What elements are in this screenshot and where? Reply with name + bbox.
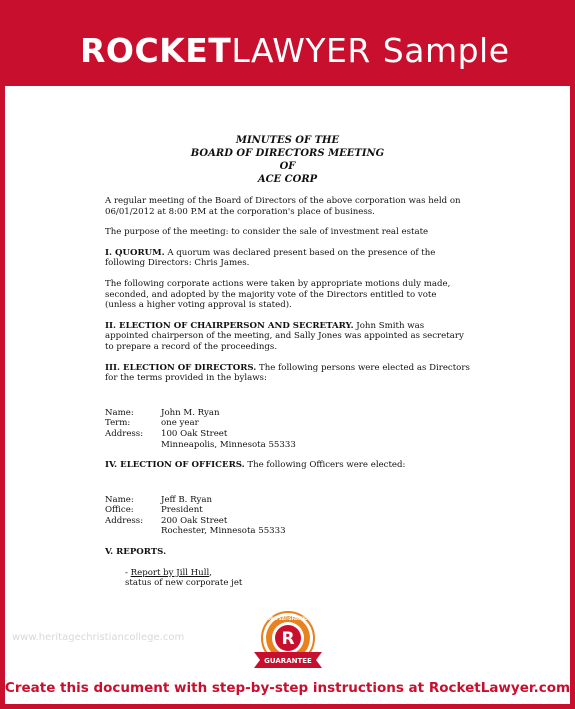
director-record (105, 408, 470, 450)
record-value: one year (161, 418, 199, 429)
quorum-section (105, 248, 470, 269)
record-value: John M. Ryan (161, 407, 220, 418)
reports-item (125, 568, 470, 589)
reports-comma: , (209, 567, 212, 578)
record-value: 200 Oak Street (161, 515, 228, 526)
record-label: Office: (105, 505, 134, 516)
record-label: Name: (105, 407, 134, 418)
quorum-heading: I. QUORUM. (105, 247, 165, 258)
brand-sample-label: Sample (382, 31, 510, 70)
title-line-3: OF (279, 161, 296, 172)
record-value: Minneapolis, Minnesota 55333 (161, 439, 296, 450)
chair-text: John Smith was appointed chairperson of the meeting, and Sally Jones was appointed as secretary to prepare a record of the proceedings. (105, 320, 464, 352)
directors-heading: III. ELECTION OF DIRECTORS. (105, 362, 257, 373)
reports-heading: V. REPORTS. (105, 547, 167, 558)
title-line-1: MINUTES OF THE (235, 135, 340, 146)
record-label: Name: (105, 494, 134, 505)
watermark-text: www.heritagechristiancollege.com (12, 632, 185, 643)
actions-paragraph: The following corporate actions were taken by appropriate motions duly made, seconded, and adopted by the majority vote of the Directors entitled to vote (unless a higher voting approval is stated). (105, 278, 451, 311)
reports-dash: - (125, 567, 131, 578)
record-value: 100 Oak Street (161, 428, 228, 439)
header-banner (0, 0, 575, 86)
quorum-text: A quorum was declared present based on the presence of the following Directors: Chris James. (105, 247, 436, 269)
chair-section (105, 321, 470, 353)
record-value: Jeff B. Ryan (161, 494, 212, 505)
officer-record (105, 495, 470, 537)
intro-paragraph: A regular meeting of the Board of Directors of the above corporation was held on 06/01/2012 at 8:00 P.M at the corporation's place of business. (105, 196, 461, 217)
document-title (105, 134, 470, 186)
reports-line-2: status of new corporate jet (125, 578, 243, 589)
title-line-2: BOARD OF DIRECTORS MEETING (190, 148, 385, 159)
directors-section (105, 363, 470, 384)
record-label (105, 526, 161, 537)
cta-link[interactable]: Create this document with step-by-step instructions at RocketLawyer.com (4, 680, 571, 696)
record-label (105, 440, 161, 451)
guarantee-seal-icon (248, 608, 328, 674)
record-value: President (161, 505, 203, 516)
record-label: Address: (105, 515, 144, 526)
seal-top-text: 100% SATISFACTION (265, 616, 311, 621)
seal-ribbon-text: GUARANTEE (264, 657, 312, 665)
directors-text: The following persons were elected as Directors for the terms provided in the bylaws: (105, 362, 470, 384)
report-link[interactable]: Report by Jill Hull (130, 567, 210, 578)
record-value: Rochester, Minnesota 55333 (161, 526, 286, 537)
purpose-paragraph: The purpose of the meeting: to consider the sale of investment real estate (105, 227, 429, 238)
record-label: Term: (105, 418, 131, 429)
brand-logo (80, 31, 510, 71)
brand-part-lawyer: LAWYER (231, 31, 371, 70)
record-label: Address: (105, 428, 144, 439)
chair-heading: II. ELECTION OF CHAIRPERSON AND SECRETARY. (105, 320, 354, 331)
seal-letter: R (281, 629, 295, 649)
officers-text: The following Officers were elected: (244, 460, 406, 471)
officers-section (105, 460, 470, 471)
brand-part-rocket: ROCKET (80, 31, 232, 70)
document-body (105, 134, 470, 589)
title-line-4: ACE CORP (257, 174, 318, 185)
officers-heading: IV. ELECTION OF OFFICERS. (105, 460, 245, 471)
